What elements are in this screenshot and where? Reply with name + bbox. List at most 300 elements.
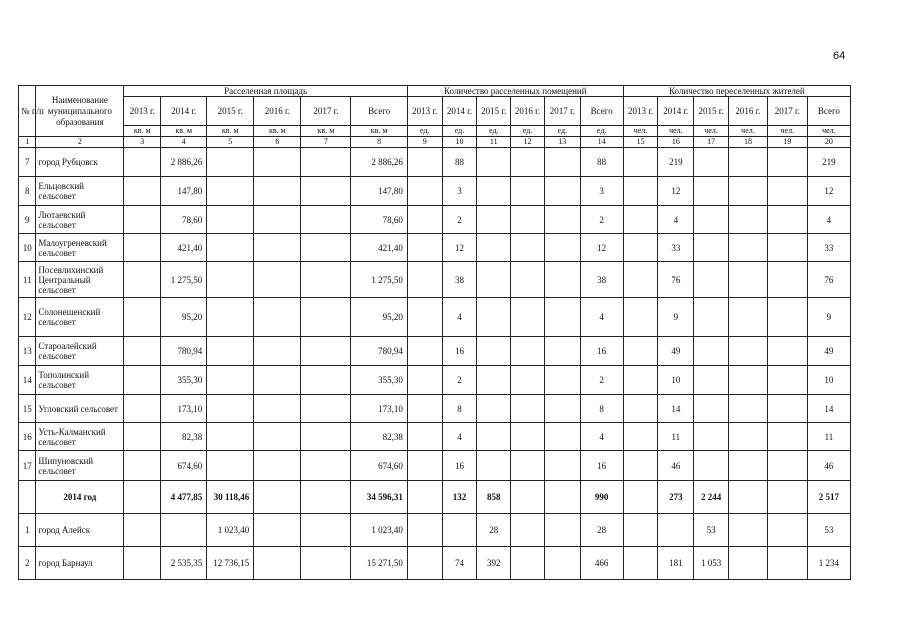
area-cell: 2 886,26 [161,148,207,177]
year-header: 2016 г. [254,97,301,126]
people-cell: 4 [658,206,694,234]
units-cell [544,298,580,337]
units-cell [511,177,545,206]
area-cell [124,395,161,423]
units-cell: 38 [580,262,623,298]
units-cell: 12 [442,234,477,262]
area-cell [207,206,254,234]
municipality-name: Усть-Калманский сельсовет [36,423,124,451]
people-cell [767,423,807,451]
units-cell: 2 [580,206,623,234]
units-cell [544,177,580,206]
people-cell: 14 [658,395,694,423]
people-cell [623,206,658,234]
unit-header: чел. [694,126,729,137]
people-cell [729,395,768,423]
year-header: 2015 г. [207,97,254,126]
area-cell: 95,20 [161,298,207,337]
year-header: 2017 г. [767,97,807,126]
people-cell [729,423,768,451]
people-cell: 1 234 [807,547,850,580]
unit-header: чел. [767,126,807,137]
area-cell [301,177,351,206]
area-cell [301,298,351,337]
year-header: 2015 г. [477,97,511,126]
area-cell: 78,60 [351,206,407,234]
units-cell: 466 [580,547,623,580]
units-cell: 28 [477,514,511,547]
table-row [19,337,851,366]
units-cell [511,481,545,514]
area-cell [254,451,301,481]
year-header: 2014 г. [658,97,694,126]
year-header: 2016 г. [729,97,768,126]
row-number: 16 [19,423,36,451]
units-cell [477,234,511,262]
units-cell: 16 [580,451,623,481]
area-cell: 355,30 [351,366,407,395]
units-cell: 16 [580,337,623,366]
people-cell: 10 [658,366,694,395]
units-cell [477,366,511,395]
units-cell [407,298,442,337]
people-cell [623,234,658,262]
people-cell [729,234,768,262]
units-cell [511,337,545,366]
units-cell [511,423,545,451]
table-row [19,423,851,451]
people-cell [623,177,658,206]
area-cell [254,547,301,580]
row-number [19,481,36,514]
area-cell: 95,20 [351,298,407,337]
municipality-name: город Барнаул [36,547,124,580]
municipality-name: Малоугреневский сельсовет [36,234,124,262]
area-cell: 82,38 [161,423,207,451]
people-cell [729,366,768,395]
units-cell: 132 [442,481,477,514]
area-cell: 674,60 [161,451,207,481]
area-cell: 1 275,50 [161,262,207,298]
people-cell [729,262,768,298]
table-row [19,298,851,337]
units-cell [477,298,511,337]
units-cell [477,395,511,423]
unit-header: ед. [511,126,545,137]
unit-header: чел. [623,126,658,137]
area-cell [124,366,161,395]
row-number: 1 [19,514,36,547]
column-number: 9 [407,137,442,148]
units-cell [407,234,442,262]
units-cell: 8 [442,395,477,423]
units-cell [477,262,511,298]
area-cell: 780,94 [351,337,407,366]
people-cell: 76 [807,262,850,298]
area-cell [254,206,301,234]
people-cell [767,177,807,206]
units-cell [477,148,511,177]
units-cell [544,206,580,234]
year-header: 2014 г. [161,97,207,126]
people-cell: 49 [807,337,850,366]
area-cell [124,298,161,337]
year-header: 2017 г. [301,97,351,126]
municipality-name: Тополинский сельсовет [36,366,124,395]
year-header: Всего [580,97,623,126]
people-cell [623,366,658,395]
area-cell: 421,40 [161,234,207,262]
units-cell [544,481,580,514]
people-cell [694,234,729,262]
people-cell [694,148,729,177]
area-cell [207,262,254,298]
units-cell [511,148,545,177]
area-cell [254,395,301,423]
units-cell: 8 [580,395,623,423]
area-cell: 34 596,31 [351,481,407,514]
people-cell: 11 [807,423,850,451]
people-cell: 46 [658,451,694,481]
units-cell [511,298,545,337]
column-number: 5 [207,137,254,148]
units-cell: 12 [580,234,623,262]
year-header: 2014 г. [442,97,477,126]
area-cell [207,366,254,395]
column-number: 6 [254,137,301,148]
table-row [19,206,851,234]
people-cell: 10 [807,366,850,395]
area-cell [207,298,254,337]
group-header: Количество расселенных помещений [407,86,623,97]
people-cell [729,148,768,177]
page-number: 64 [833,50,846,62]
units-cell [544,395,580,423]
people-cell [623,547,658,580]
units-cell [477,206,511,234]
area-cell [254,423,301,451]
units-cell [544,234,580,262]
area-cell [254,148,301,177]
people-cell: 14 [807,395,850,423]
area-cell: 173,10 [351,395,407,423]
table-row [19,547,851,580]
people-cell [729,206,768,234]
units-cell: 990 [580,481,623,514]
area-cell [124,206,161,234]
people-cell: 53 [807,514,850,547]
units-cell [477,177,511,206]
units-cell [511,451,545,481]
area-cell [207,451,254,481]
people-cell [623,298,658,337]
units-cell: 4 [580,298,623,337]
units-cell: 858 [477,481,511,514]
area-cell [124,148,161,177]
column-number: 18 [729,137,768,148]
unit-header: кв. м [124,126,161,137]
people-cell [767,206,807,234]
people-cell [729,481,768,514]
municipality-name: Ельцовский сельсовет [36,177,124,206]
area-cell [207,337,254,366]
table-row [19,514,851,547]
units-cell: 28 [580,514,623,547]
people-cell: 273 [658,481,694,514]
area-cell: 2 535,35 [161,547,207,580]
people-cell [623,337,658,366]
municipality-name-header: Наименование муниципального образования [36,86,124,137]
area-cell: 12 736,15 [207,547,254,580]
area-cell [301,262,351,298]
area-cell [254,234,301,262]
area-cell [124,451,161,481]
area-cell [161,514,207,547]
column-number: 14 [580,137,623,148]
people-cell [694,451,729,481]
group-header: Расселенная площадь [124,86,407,97]
column-number: 3 [124,137,161,148]
area-cell [124,481,161,514]
area-cell: 147,80 [161,177,207,206]
people-cell [767,451,807,481]
people-cell [767,148,807,177]
area-cell [124,337,161,366]
row-number: 11 [19,262,36,298]
people-cell [767,298,807,337]
municipality-name: Солонешенский сельсовет [36,298,124,337]
year-header: 2016 г. [511,97,545,126]
area-cell [254,177,301,206]
people-cell: 2 517 [807,481,850,514]
units-cell: 2 [580,366,623,395]
unit-header: чел. [729,126,768,137]
units-cell [407,206,442,234]
area-cell: 1 023,40 [207,514,254,547]
units-cell [407,177,442,206]
units-cell: 88 [580,148,623,177]
area-cell: 355,30 [161,366,207,395]
column-number: 8 [351,137,407,148]
column-number: 15 [623,137,658,148]
area-cell [301,514,351,547]
people-cell [767,481,807,514]
year-header: 2017 г. [544,97,580,126]
row-number: 15 [19,395,36,423]
people-cell [767,262,807,298]
area-cell: 82,38 [351,423,407,451]
units-cell [544,423,580,451]
area-cell: 2 886,26 [351,148,407,177]
row-number: 10 [19,234,36,262]
people-cell [729,514,768,547]
units-cell: 4 [442,423,477,451]
area-cell [124,547,161,580]
area-cell [301,148,351,177]
area-cell [207,148,254,177]
year-header: 2013 г. [407,97,442,126]
units-cell [407,366,442,395]
column-number: 19 [767,137,807,148]
units-cell [511,547,545,580]
units-cell [511,395,545,423]
people-cell: 9 [807,298,850,337]
year-header: Всего [351,97,407,126]
table-row [19,481,851,514]
people-cell: 219 [807,148,850,177]
area-cell [207,234,254,262]
people-cell [694,206,729,234]
units-cell [544,514,580,547]
area-cell [254,262,301,298]
row-number: 12 [19,298,36,337]
municipality-name: Шипуновский сельсовет [36,451,124,481]
units-cell [442,514,477,547]
units-cell: 16 [442,451,477,481]
table-row [19,177,851,206]
total-label: 2014 год [36,481,124,514]
municipality-name: Угловский сельсовет [36,395,124,423]
row-number: 13 [19,337,36,366]
area-cell [301,395,351,423]
units-cell [407,451,442,481]
unit-header: кв. м [254,126,301,137]
row-number: 8 [19,177,36,206]
units-cell: 392 [477,547,511,580]
units-cell [407,148,442,177]
column-number: 4 [161,137,207,148]
units-cell: 4 [580,423,623,451]
area-cell [301,547,351,580]
people-cell: 181 [658,547,694,580]
people-cell: 33 [658,234,694,262]
units-cell [477,423,511,451]
row-number: 2 [19,547,36,580]
people-cell [694,423,729,451]
people-cell [623,395,658,423]
unit-header: чел. [807,126,850,137]
units-cell [544,262,580,298]
resettlement-table [18,85,851,580]
municipality-name: Староалейский сельсовет [36,337,124,366]
area-cell [254,481,301,514]
column-number: 17 [694,137,729,148]
column-number: 16 [658,137,694,148]
people-cell [694,262,729,298]
units-cell: 2 [442,366,477,395]
units-cell [511,262,545,298]
people-cell: 76 [658,262,694,298]
people-cell [623,481,658,514]
area-cell: 1 023,40 [351,514,407,547]
column-number: 11 [477,137,511,148]
municipality-name: город Алейск [36,514,124,547]
municipality-name: Посевлихинский Центральный сельсовет [36,262,124,298]
people-cell [623,262,658,298]
units-cell: 3 [442,177,477,206]
units-cell [407,481,442,514]
people-cell: 33 [807,234,850,262]
units-cell [407,262,442,298]
people-cell: 219 [658,148,694,177]
area-cell [124,234,161,262]
units-cell [544,148,580,177]
units-cell [511,234,545,262]
people-cell [694,366,729,395]
table-row [19,366,851,395]
units-cell [407,423,442,451]
people-cell [729,337,768,366]
row-number: 14 [19,366,36,395]
unit-header: ед. [442,126,477,137]
units-cell: 88 [442,148,477,177]
table-row [19,234,851,262]
people-cell [623,514,658,547]
municipality-name: Лютаевский сельсовет [36,206,124,234]
column-number: 12 [511,137,545,148]
area-cell [124,514,161,547]
units-cell [511,206,545,234]
area-cell: 780,94 [161,337,207,366]
people-cell [767,337,807,366]
units-cell [511,514,545,547]
unit-header: кв. м [351,126,407,137]
units-cell: 16 [442,337,477,366]
unit-header: чел. [658,126,694,137]
year-header: 2013 г. [124,97,161,126]
unit-header: ед. [580,126,623,137]
table-row [19,148,851,177]
unit-header: ед. [477,126,511,137]
area-cell: 15 271,50 [351,547,407,580]
units-cell [544,547,580,580]
unit-header: кв. м [207,126,254,137]
people-cell [694,298,729,337]
column-number: 20 [807,137,850,148]
year-header: 2015 г. [694,97,729,126]
area-cell: 1 275,50 [351,262,407,298]
people-cell [694,177,729,206]
area-cell [124,423,161,451]
people-cell: 1 053 [694,547,729,580]
units-cell: 4 [442,298,477,337]
area-cell: 173,10 [161,395,207,423]
units-cell: 74 [442,547,477,580]
people-cell [623,148,658,177]
units-cell [407,547,442,580]
units-cell [477,337,511,366]
municipality-name: город Рубцовск [36,148,124,177]
area-cell: 30 118,46 [207,481,254,514]
row-number: 9 [19,206,36,234]
people-cell: 53 [694,514,729,547]
area-cell: 4 477,85 [161,481,207,514]
area-cell: 78,60 [161,206,207,234]
area-cell [207,395,254,423]
people-cell [729,451,768,481]
area-cell [207,423,254,451]
row-number-header: № п/п [19,86,36,137]
units-cell: 38 [442,262,477,298]
area-cell [301,366,351,395]
table-body [19,148,851,580]
people-cell [767,366,807,395]
area-cell [207,177,254,206]
column-number: 10 [442,137,477,148]
people-cell: 4 [807,206,850,234]
units-cell [407,337,442,366]
year-header: 2013 г. [623,97,658,126]
